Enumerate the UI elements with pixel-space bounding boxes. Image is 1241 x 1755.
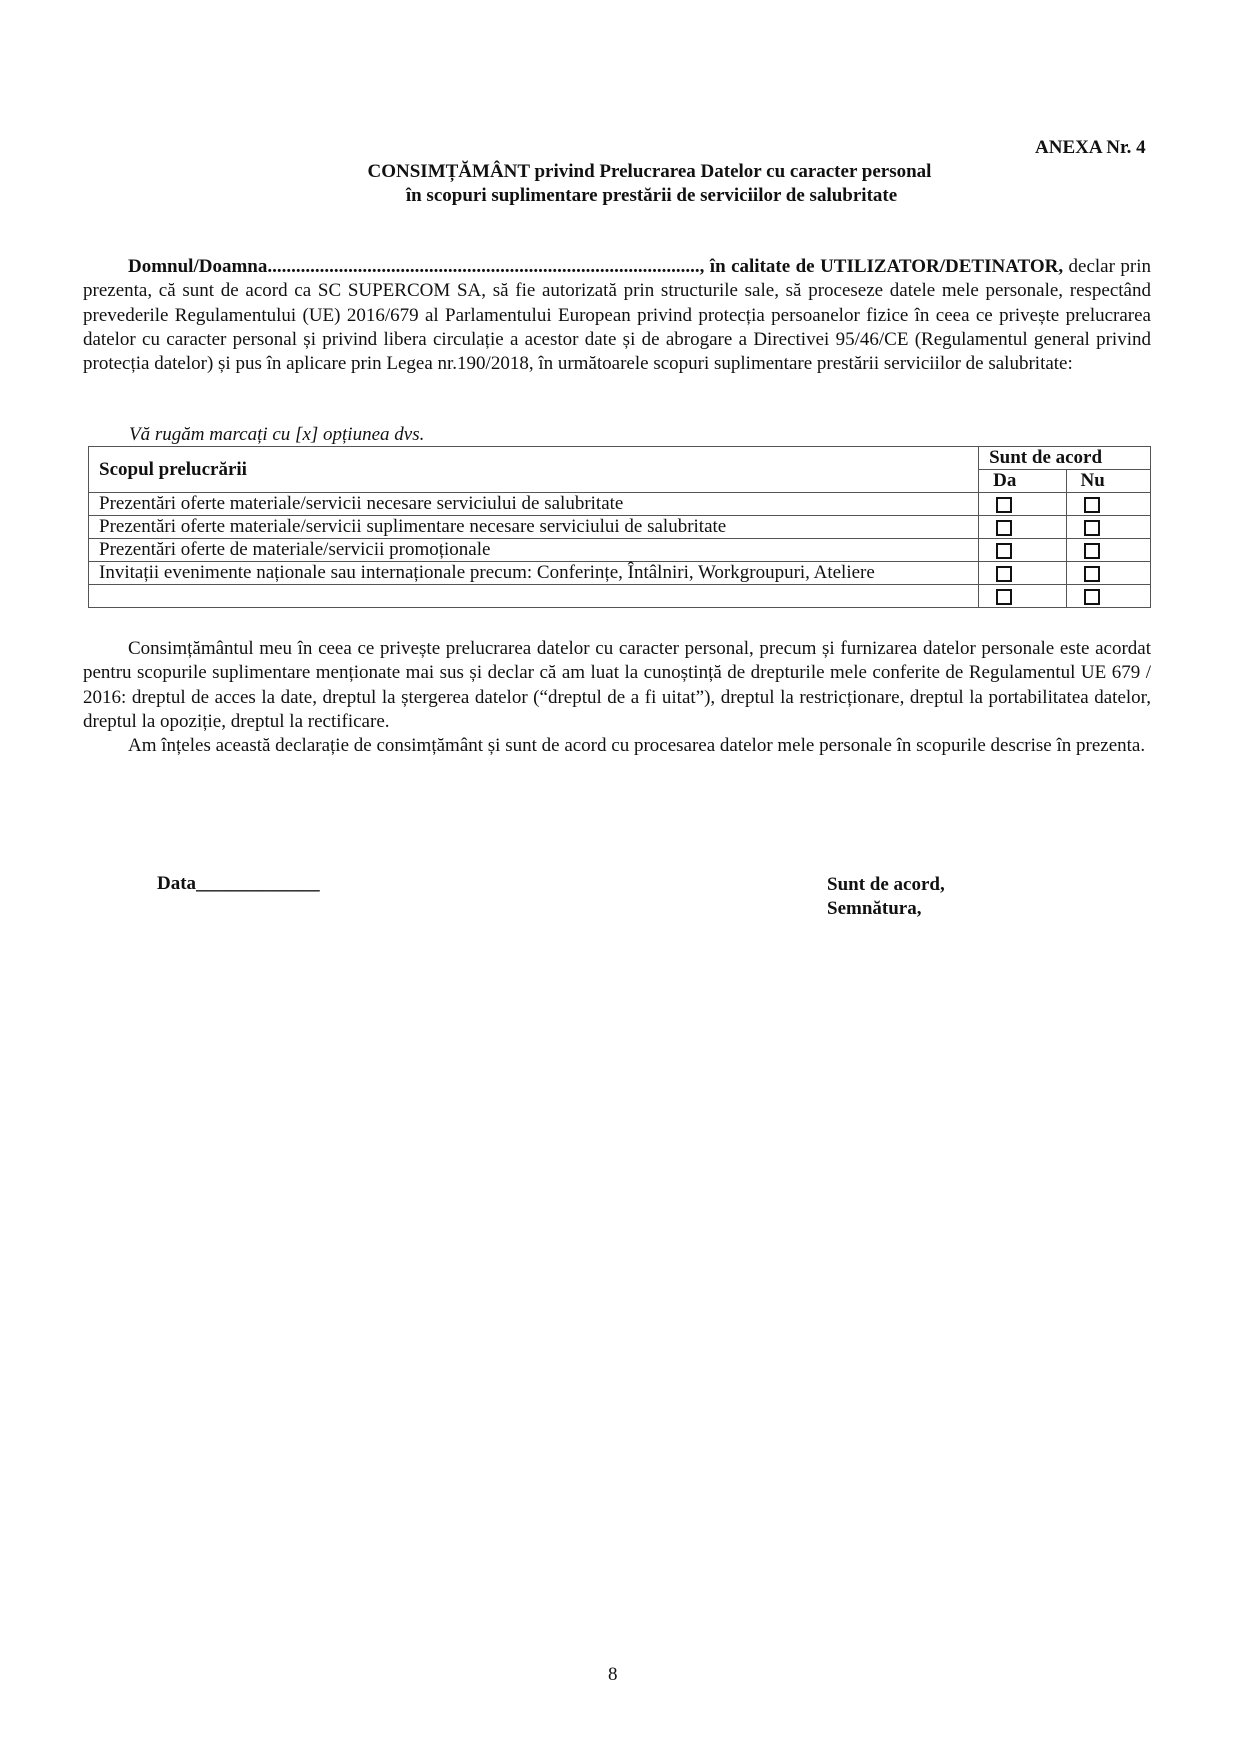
scope-cell: Prezentări oferte materiale/servicii suplimentare necesare serviciului de salubritate [89,516,979,539]
scope-cell-empty[interactable] [89,585,979,608]
consent-text-1: Consimțământul meu în ceea ce privește prelucrarea datelor cu caracter personal, precum și furnizarea datelor personale este acordat pentru scopurile suplimentare menționate mai sus și declar că am luat la cunoștință de drepturile mele conferite de Regulamentul UE 679 / 2016: dreptul de acces la date, dreptul la ștergerea datelor (“dreptul de a fi uitat”), dreptul la restricționare, dreptul la portabilitatea datelor, dreptul la opoziție, dreptul la rectificare. [83,638,1151,732]
signature-label: Semnătura, [827,898,922,919]
header-agree: Sunt de acord [979,447,1151,470]
consent-text-2: Am înțeles această declarație de consimțământ și sunt de acord cu procesarea datelor mele personale în scopurile descrise în prezenta. [128,735,1146,756]
checkbox-no-icon[interactable] [1084,566,1100,582]
scope-cell: Prezentări oferte materiale/servicii necesare serviciului de salubritate [89,493,979,516]
checkbox-no-icon[interactable] [1084,589,1100,605]
checkbox-yes-icon[interactable] [996,497,1012,513]
consent-paragraph-2 [83,734,1151,758]
intro-paragraph [83,255,1151,376]
table-row [89,562,1151,585]
date-line[interactable]: _____________ [196,873,320,894]
header-no: Nu [1066,470,1151,493]
page-number: 8 [608,1664,618,1685]
table-row [89,516,1151,539]
checkbox-no-icon[interactable] [1084,543,1100,559]
title-line-2: în scopuri suplimentare prestării de serviciilor de salubritate [405,185,898,206]
checkbox-yes-icon[interactable] [996,543,1012,559]
header-yes: Da [979,470,1066,493]
checkbox-yes-icon[interactable] [996,520,1012,536]
table-header-row [89,447,1151,470]
role-text: , în calitate de UTILIZATOR/DETINATOR, [699,256,1064,277]
annex-label: ANEXA Nr. 4 [1035,137,1146,158]
name-field[interactable]: ........................................................................................... [267,256,700,277]
document-title [0,160,1241,208]
name-label: Domnul/Doamna [128,256,268,277]
title-line-1: CONSIMȚĂMÂNT privind Prelucrarea Datelor cu caracter personal [367,161,932,182]
consent-paragraph-1 [83,637,1151,734]
instruction-note: Vă rugăm marcați cu [x] opțiunea dvs. [129,424,425,445]
table-row [89,585,1151,608]
signature-block [827,873,945,921]
agree-label: Sunt de acord, [827,874,945,895]
checkbox-no-icon[interactable] [1084,497,1100,513]
table-row [89,539,1151,562]
consent-table [88,446,1151,608]
checkbox-yes-icon[interactable] [996,566,1012,582]
date-field [157,873,320,895]
intro-body: declar prin prezenta, că sunt de acord ca SC SUPERCOM SA, să fie autorizată prin structurile sale, să proceseze datele mele personale, respectând prevederile Regulamentului (UE) 2016/679 al Parlamentului European privind protecția persoanelor fizice în ceea ce privește prelucrarea datelor cu caracter personal și privind libera circulație a acestor date și de abrogare a Directivei 95/46/CE (Regulamentul general privind protecția datelor) și pus în aplicare prin Legea nr.190/2018, în următoarele scopuri suplimentare prestării serviciilor de salubritate: [83,256,1151,375]
scope-cell: Invitații evenimente naționale sau internaționale precum: Conferințe, Întâlniri, Workgroupuri, Ateliere [89,562,979,585]
checkbox-yes-icon[interactable] [996,589,1012,605]
scope-cell: Prezentări oferte de materiale/servicii promoționale [89,539,979,562]
checkbox-no-icon[interactable] [1084,520,1100,536]
header-scope: Scopul prelucrării [89,447,979,493]
table-row [89,493,1151,516]
date-label: Data [157,873,197,894]
